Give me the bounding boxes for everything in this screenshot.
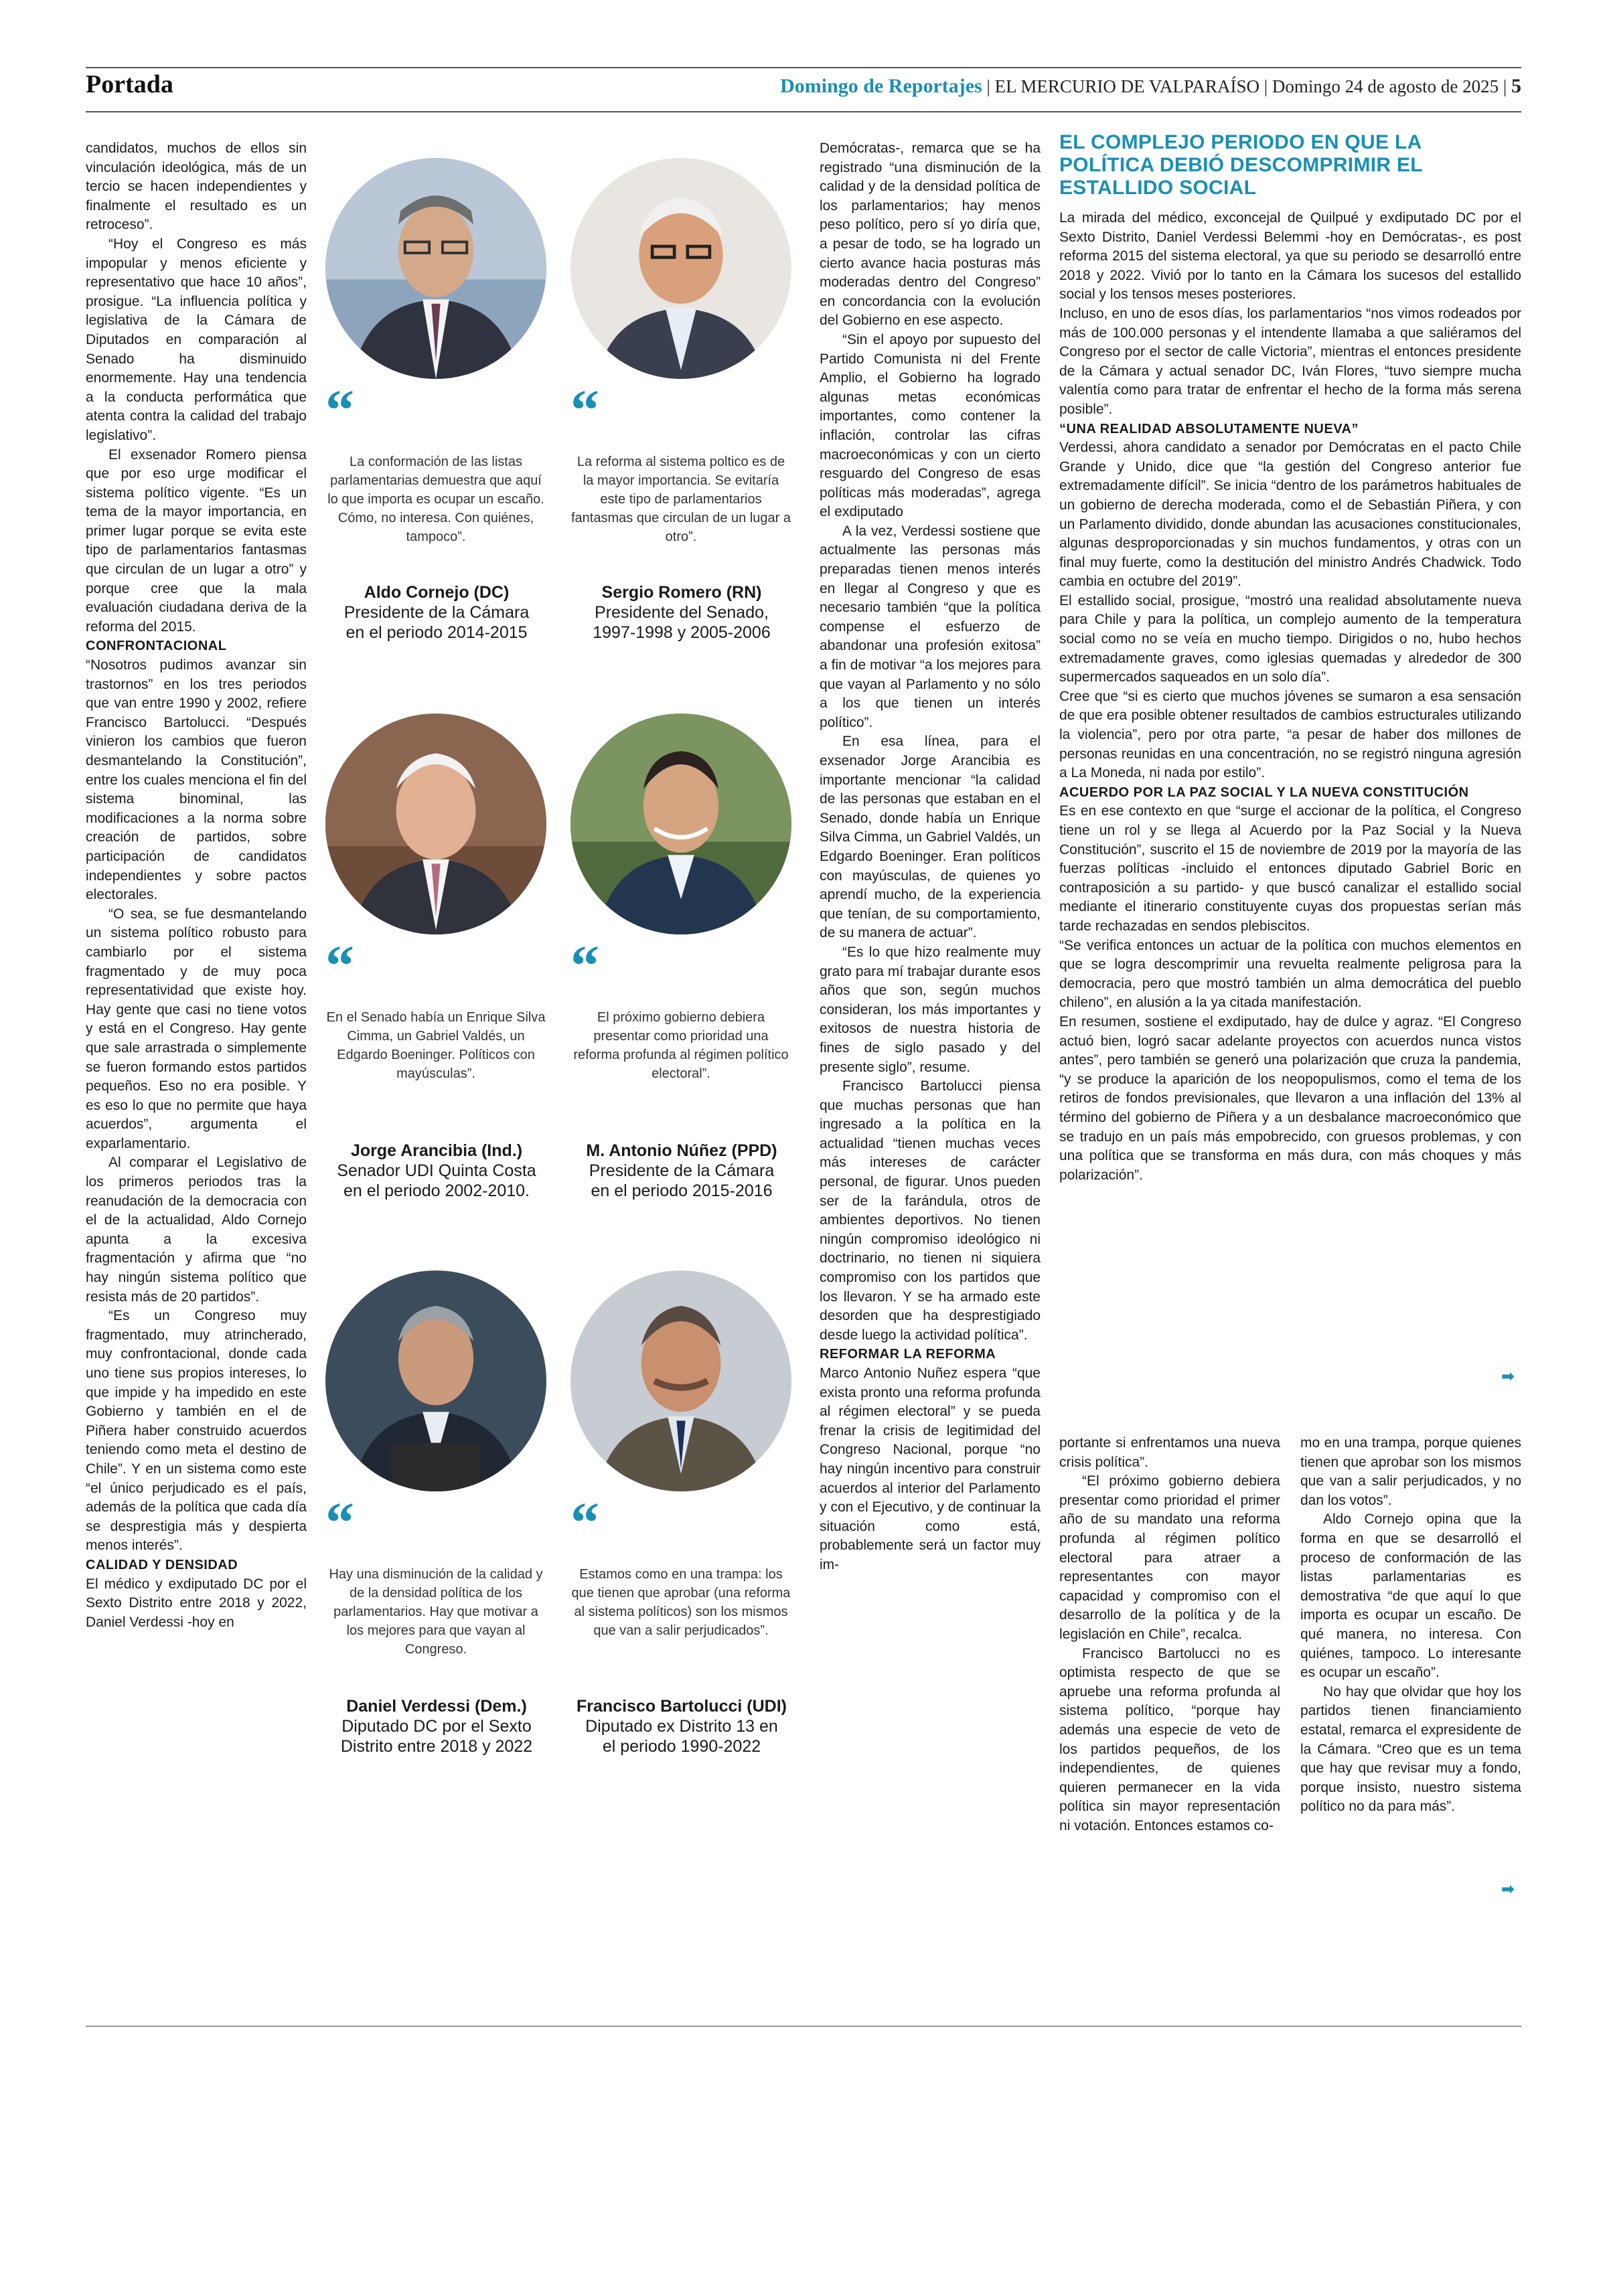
quote-person-role: el periodo 1990-2022 <box>602 1737 761 1756</box>
paragraph: “Se verifica entonces un actuar de la política con muchos elementos en que se logra descomprimir una revuelta realmente peligrosa para la democracia, pero que mostró también un alma democrática del pueblo chileno”, en alusión a la ya citada manifestación. <box>1059 937 1521 1011</box>
paragraph: Francisco Bartolucci no es optimista respecto de que se apruebe una reforma profunda al sistema político, “porque hay además una especie de veto de los partidos pequeños, de los independientes, de quienes quieren permanecer en la vida política sin mayor representación ni votación. Entonces estamos co- <box>1059 1645 1280 1833</box>
quote-attribution <box>561 1696 802 1756</box>
sidebar-title: EL COMPLEJO PERIODO EN QUE LA POLÍTICA DEBIÓ DESCOMPRIMIR EL ESTALLIDO SOCIAL <box>1059 131 1423 199</box>
quote-mark-icon: “ <box>570 378 599 442</box>
paragraph: portante si enfrentamos una nueva crisis política”. <box>1059 1435 1280 1470</box>
quote-attribution <box>561 1141 802 1201</box>
quote-person-role: Presidente de la Cámara <box>589 1161 775 1180</box>
paragraph: “Sin el apoyo por supuesto del Partido Comunista ni del Frente Amplio, el Gobierno ha logrado algunas metas económicas importantes, como contener la inflación, controlar las cifras macroeconómicas y con un cierto resguardo del Congreso de esas políticas más moderadas”, agrega el exdiputado <box>820 331 1041 520</box>
paragraph: candidatos, muchos de ellos sin vinculación ideológica, más de un tercio se hacen independientes y finalmente el resultado es un retroceso”. <box>86 141 307 233</box>
pull-quote-text: Estamos como en una trampa: los que tienen que aprobar (una reforma al sistema políticos) son los mismos que van a salir perjudicados”. <box>571 1567 791 1638</box>
paragraph: “El próximo gobierno debiera presentar como prioridad el primer año de su mandato una reforma profunda al régimen político electoral para atraer a representantes con mayor capacidad y compromiso con el desarrollo de la política y de la legislación en Chile”, recalca. <box>1059 1473 1280 1642</box>
quote-attribution <box>316 1696 557 1756</box>
sidebar-body <box>1059 209 1521 1185</box>
quote-person-role: Diputado DC por el Sexto <box>341 1717 532 1736</box>
pull-quote-text: La conformación de las listas parlamentarias demuestra que aquí lo que importa es ocupar un escaño. Cómo, no interesa. Con quiénes, tampoco”. <box>327 455 544 544</box>
newspaper-name: | EL MERCURIO DE VALPARAÍSO | <box>986 76 1268 96</box>
quote-person-name: Jorge Arancibia (Ind.) <box>350 1141 523 1160</box>
quote-person-name: Aldo Cornejo (DC) <box>364 583 510 602</box>
quote-mark-icon: “ <box>570 933 599 997</box>
pull-quote-text: En el Senado había un Enrique Silva Cimma, un Gabriel Valdés, un Edgardo Boeninger. Políticos con mayúsculas”. <box>326 1010 546 1081</box>
quote-mark-icon: “ <box>325 1490 354 1554</box>
paragraph: Aldo Cornejo opina que la forma en que se desarrolló el proceso de conformación de las listas parlamentarias es demostrativa “de que aquí lo que importa es ocupar un escaño. De qué manera, no interesa. Con quiénes, tampoco. Lo interesante es ocupar un escaño”. <box>1300 1511 1521 1681</box>
quote-person-name: Sergio Romero (RN) <box>601 583 762 602</box>
header-rule-top <box>86 67 1521 68</box>
quote-mark-icon: “ <box>570 1490 599 1554</box>
subheading-acuerdo-paz: ACUERDO POR LA PAZ SOCIAL Y LA NUEVA CONSTITUCIÓN <box>1059 785 1469 800</box>
quote-person-name: Daniel Verdessi (Dem.) <box>346 1697 527 1716</box>
quote-person-name: M. Antonio Núñez (PPD) <box>586 1141 777 1160</box>
quote-mark-icon: “ <box>325 933 354 997</box>
quote-person-role: Distrito entre 2018 y 2022 <box>340 1737 533 1756</box>
subheading-confrontacional: CONFRONTACIONAL <box>86 639 227 654</box>
issue-date: Domingo 24 de agosto de 2025 | <box>1272 76 1507 96</box>
subheading-realidad-nueva: “UNA REALIDAD ABSOLUTAMENTE NUEVA” <box>1059 421 1359 436</box>
paragraph: Cree que “si es cierto que muchos jóvenes se sumaron a esa sensación de que era posible obtener resultados de cambios estructurales utilizando la violencia”, pero por otra parte, “a pesar de haber dos millones de personas reunidas en una concentración, no se registró ninguna agresión a La Moneda, ni nada por estilo”. <box>1059 688 1521 781</box>
quote-person-role: Presidente de la Cámara <box>343 603 530 622</box>
pull-quote-text: Hay una disminución de la calidad y de la densidad política de los parlamentarios. Hay que motivar a los mejores para que vayan al Congreso. <box>329 1567 543 1657</box>
portrait-sergio-romero <box>570 158 791 379</box>
pull-quote-text: La reforma al sistema poltico es de la mayor importancia. Se evitaría este tipo de parlamentarios fantasmas que circulan de un lugar a otro”. <box>571 455 791 544</box>
paragraph: “Es lo que hizo realmente muy grato para mí trabajar durante esos años que son, según muchos consideran, los más importantes y exitosos de nuestra historia de fines de siglo pasado y del presente siglo”, resume. <box>820 944 1041 1075</box>
portrait-daniel-verdessi <box>325 1270 546 1491</box>
quote-person-role: en el periodo 2002-2010. <box>343 1181 530 1200</box>
quote-attribution <box>316 1141 557 1201</box>
paragraph: El médico y exdiputado DC por el Sexto Distrito entre 2018 y 2022, Daniel Verdessi -hoy en <box>86 1576 307 1630</box>
paragraph: Al comparar el Legislativo de los primeros periodos tras la reanudación de la democracia con el de la actualidad, Aldo Cornejo apunta a la excesiva fragmentación y afirma que “no hay ningún sistema político que resista más de 20 partidos”. <box>86 1155 307 1305</box>
portrait-marco-antonio-nunez <box>570 714 791 934</box>
paragraph: “Hoy el Congreso es más impopular y menos eficiente y representativo que hace 10 años”, prosigue. “La influencia política y legislativa de la Cámara de Diputados en comparación al Senado ha disminuido enormemente. Hay una tendencia a la conducta performática que atenta contra la calidad del trabajo legislativo”. <box>86 236 307 443</box>
article-column-1 <box>86 139 307 1632</box>
bottom-rule <box>86 2026 1521 2027</box>
header-rule-bottom <box>86 111 1521 112</box>
paragraph: A la vez, Verdessi sostiene que actualmente las personas más preparadas tienen menos interés en llegar al Congreso y que es necesario también “que la política compense el esfuerzo de abandonar una profesión exitosa” a fin de motivar “a los mejores para que vayan al Parlamento y no sólo a los que tienen un interés político”. <box>820 523 1041 730</box>
quote-person-role: 1997-1998 y 2005-2006 <box>593 623 771 642</box>
subheading-calidad: CALIDAD Y DENSIDAD <box>86 1557 238 1572</box>
portrait-francisco-bartolucci <box>570 1270 791 1491</box>
paragraph: En esa línea, para el exsenador Jorge Arancibia es importante mencionar “la calidad de las personas que estaban en el Senado, donde había un Enrique Silva Cimma, un Gabriel Valdés, un Edgardo Boeninger. Eran políticos con mayúsculas, de quienes yo aprendí mucho, de la experiencia que tenían, de su comportamiento, de su manera de actuar”. <box>820 734 1041 941</box>
paragraph: En resumen, sostiene el exdiputado, hay de dulce y agraz. “El Congreso actuó bien, logró sacar adelante proyectos con acuerdos nunca vistos antes”, pero también se generó una polarización que cruza la pandemia, “y se produce la aparición de los neopopulismos, como el tema de los retiros de fondos previsionales, que llevaron a una inflación del 13% al término del gobierno de Piñera y a un desbalance macroeconómico que se tradujo en un país más empobrecido, con gruesos problemas, y con una política que se transforma en más dura, con más choques y más polarización”. <box>1059 1013 1521 1183</box>
quote-person-role: Senador UDI Quinta Costa <box>337 1161 536 1180</box>
paragraph: El exsenador Romero piensa que por eso urge modificar el sistema político vigente. “Es un tema de la mayor importancia, en primer lugar porque se evita este tipo de parlamentarios fantasmas que circulan de un lugar a otro” y porque cree que la mala evaluación ciudadana deriva de la reforma del 2015. <box>86 446 307 635</box>
page-header-info <box>780 75 1521 98</box>
paragraph: Francisco Bartolucci piensa que muchas personas que han ingresado a la política en la actualidad “tienen muchas veces más intereses de carácter personal, de figurar. Unos pueden ser de la farándula, otros de ambientes deportivos. No tienen ningún compromiso ideológico ni doctrinario, no tienen ni siquiera compromiso con los partidos que los llevaron. Y se ha armado este desorden que ha desprestigiado desde luego la actividad política”. <box>820 1078 1041 1343</box>
paragraph: La mirada del médico, exconcejal de Quilpué y exdiputado DC por el Sexto Distrito, Daniel Verdessi Belemmi -hoy en Demócratas-, es post reforma 2015 del sistema electoral, ya que su periodo se desarrolló entre 2018 y 2022. Vivió por lo tanto en la Cámara los sucesos del estallido social y los tensos meses posteriores. <box>1059 210 1521 303</box>
quote-attribution <box>316 582 557 643</box>
paragraph: Verdessi, ahora candidato a senador por Demócratas en el pacto Chile Grande y Unido, dice que “la gestión del Congreso anterior fue extremadamente difícil”. Se inicia “dentro de los parámetros habituales de un gobierno de derecha moderada, como el de Sebastián Piñera, y con un Parlamento dividido, donde abundan las acusaciones constitucionales, algunas desproporcionadas y sin muchos fundamentos, y otras con un final muy fuerte, como la destitución del ministro Andrés Chadwick. Todo cambia en octubre del 2019”. <box>1059 440 1521 590</box>
paragraph: Marco Antonio Nuñez espera “que exista pronto una reforma profunda al régimen electoral” y se pueda frenar la crisis de legitimidad del Congreso Nacional, porque “no hay ningún incentivo para construir acuerdos al interior del Parlamento y con el Ejecutivo, y de continuar la situación como está, probablemente será un factor muy im- <box>820 1366 1041 1572</box>
subheading-reformar: REFORMAR LA REFORMA <box>820 1347 996 1362</box>
paragraph: mo en una trampa, porque quienes tienen que aprobar son los mismos que van a salir perjudicados, y no dan los votos”. <box>1300 1435 1521 1508</box>
paragraph: No hay que olvidar que hoy los partidos tienen financiamiento estatal, remarca el expresidente de la Cámara. “Creo que es un tema que hay que revisar muy a fondo, porque insisto, nuestro sistema político no da para más”. <box>1300 1684 1521 1815</box>
paragraph: Incluso, en uno de esos días, los parlamentarios “nos vimos rodeados por más de 100.000 personas y el intendente llamaba a que saliéramos del Congreso por el sector de calle Victoria”, mientras el entonces presidente de la Cámara y actual senador DC, Iván Flores, “tuvo siempre mucha valentía como para tratar de enfrentar el hecho de la forma más serena posible”. <box>1059 305 1521 417</box>
continue-arrow-icon: ➡ <box>1501 1368 1515 1386</box>
end-arrow-icon: ➡ <box>1501 1880 1515 1898</box>
portrait-aldo-cornejo <box>325 158 546 379</box>
section-title: Portada <box>86 70 173 98</box>
paragraph: Es en ese contexto en que “surge el accionar de la política, el Congreso tiene un rol y se llega al Acuerdo por la Paz Social y la Nueva Constitución”, suscrito el 15 de noviembre de 2019 por la mayoría de las fuerzas políticas -incluido el entonces diputado Gabriel Boric en contraposición a su partido- y que buscó canalizar el estallido social mediante el itinerario constituyente cuyas dos propuestas serían más tarde rechazadas en sendos plebiscitos. <box>1059 803 1521 934</box>
article-column-6b <box>1300 1434 1521 1817</box>
article-column-4 <box>820 139 1041 1575</box>
page-number: 5 <box>1511 75 1521 97</box>
quote-mark-icon: “ <box>325 378 354 442</box>
pull-quote-text: El próximo gobierno debiera presentar como prioridad una reforma profunda al régimen político electoral”. <box>573 1010 789 1081</box>
quote-person-name: Francisco Bartolucci (UDI) <box>577 1697 787 1716</box>
quote-person-role: Diputado ex Distrito 13 en <box>585 1717 778 1736</box>
paragraph: Demócratas-, remarca que se ha registrado “una disminución de la calidad y de la densidad política de los parlamentarios; hay menos peso político, pero sí yo diría que, a pesar de todo, se ha logrado un cierto avance hacia posturas más moderadas dentro del Congreso” en concordancia con la evolución del Gobierno en ese aspecto. <box>820 141 1041 329</box>
paragraph: El estallido social, prosigue, “mostró una realidad absolutamente nueva para Chile y para la política, un complejo aumento de la temperatura social como no se veía en mucho tiempo. Dirigidos o no, hubo hechos extremadamente graves, como iglesias quemadas y alrededor de 300 supermercados saqueados en un solo día”. <box>1059 592 1521 685</box>
paragraph: “O sea, se fue desmantelando un sistema político robusto para cambiarlo por el sistema fragmentado y de muy poca representatividad que existe hoy. Hay gente que casi no tiene votos y está en el Congreso. Hay gente que sale arrastrada o simplemente se fueron formando estos partidos pequeños. Eso no era posible. Y es eso lo que no permite que haya acuerdos”, argumenta el exparlamentario. <box>86 906 307 1151</box>
paragraph: “Es un Congreso muy fragmentado, muy atrincherado, muy confrontacional, donde cada uno tiene sus propios intereses, lo que impide y ha impedido en este Gobierno y también en el de Piñera haber construido acuerdos teniendo como meta el destino de Chile”. Y en un sistema como este “el único perjudicado es el país, además de la política que cada día se desprestigia más y despierta menos interés”. <box>86 1308 307 1554</box>
quote-person-role: Presidente del Senado, <box>595 603 769 622</box>
portrait-jorge-arancibia <box>325 714 546 934</box>
quote-person-role: en el periodo 2014-2015 <box>346 623 528 642</box>
quote-attribution <box>561 582 802 643</box>
quote-person-role: en el periodo 2015-2016 <box>591 1181 773 1200</box>
supplement-name: Domingo de Reportajes <box>780 75 982 97</box>
article-column-6a <box>1059 1434 1280 1835</box>
paragraph: “Nosotros pudimos avanzar sin trastornos” en los tres periodos que van entre 1990 y 2002, refiere Francisco Bartolucci. “Después vinieron los cambios que fueron desmantelando la Constitución”, entre los cuales menciona el fin del sistema binominal, las modificaciones a la norma sobre creación de partidos, sobre participación de candidatos independientes y sobre pactos electorales. <box>86 657 307 903</box>
